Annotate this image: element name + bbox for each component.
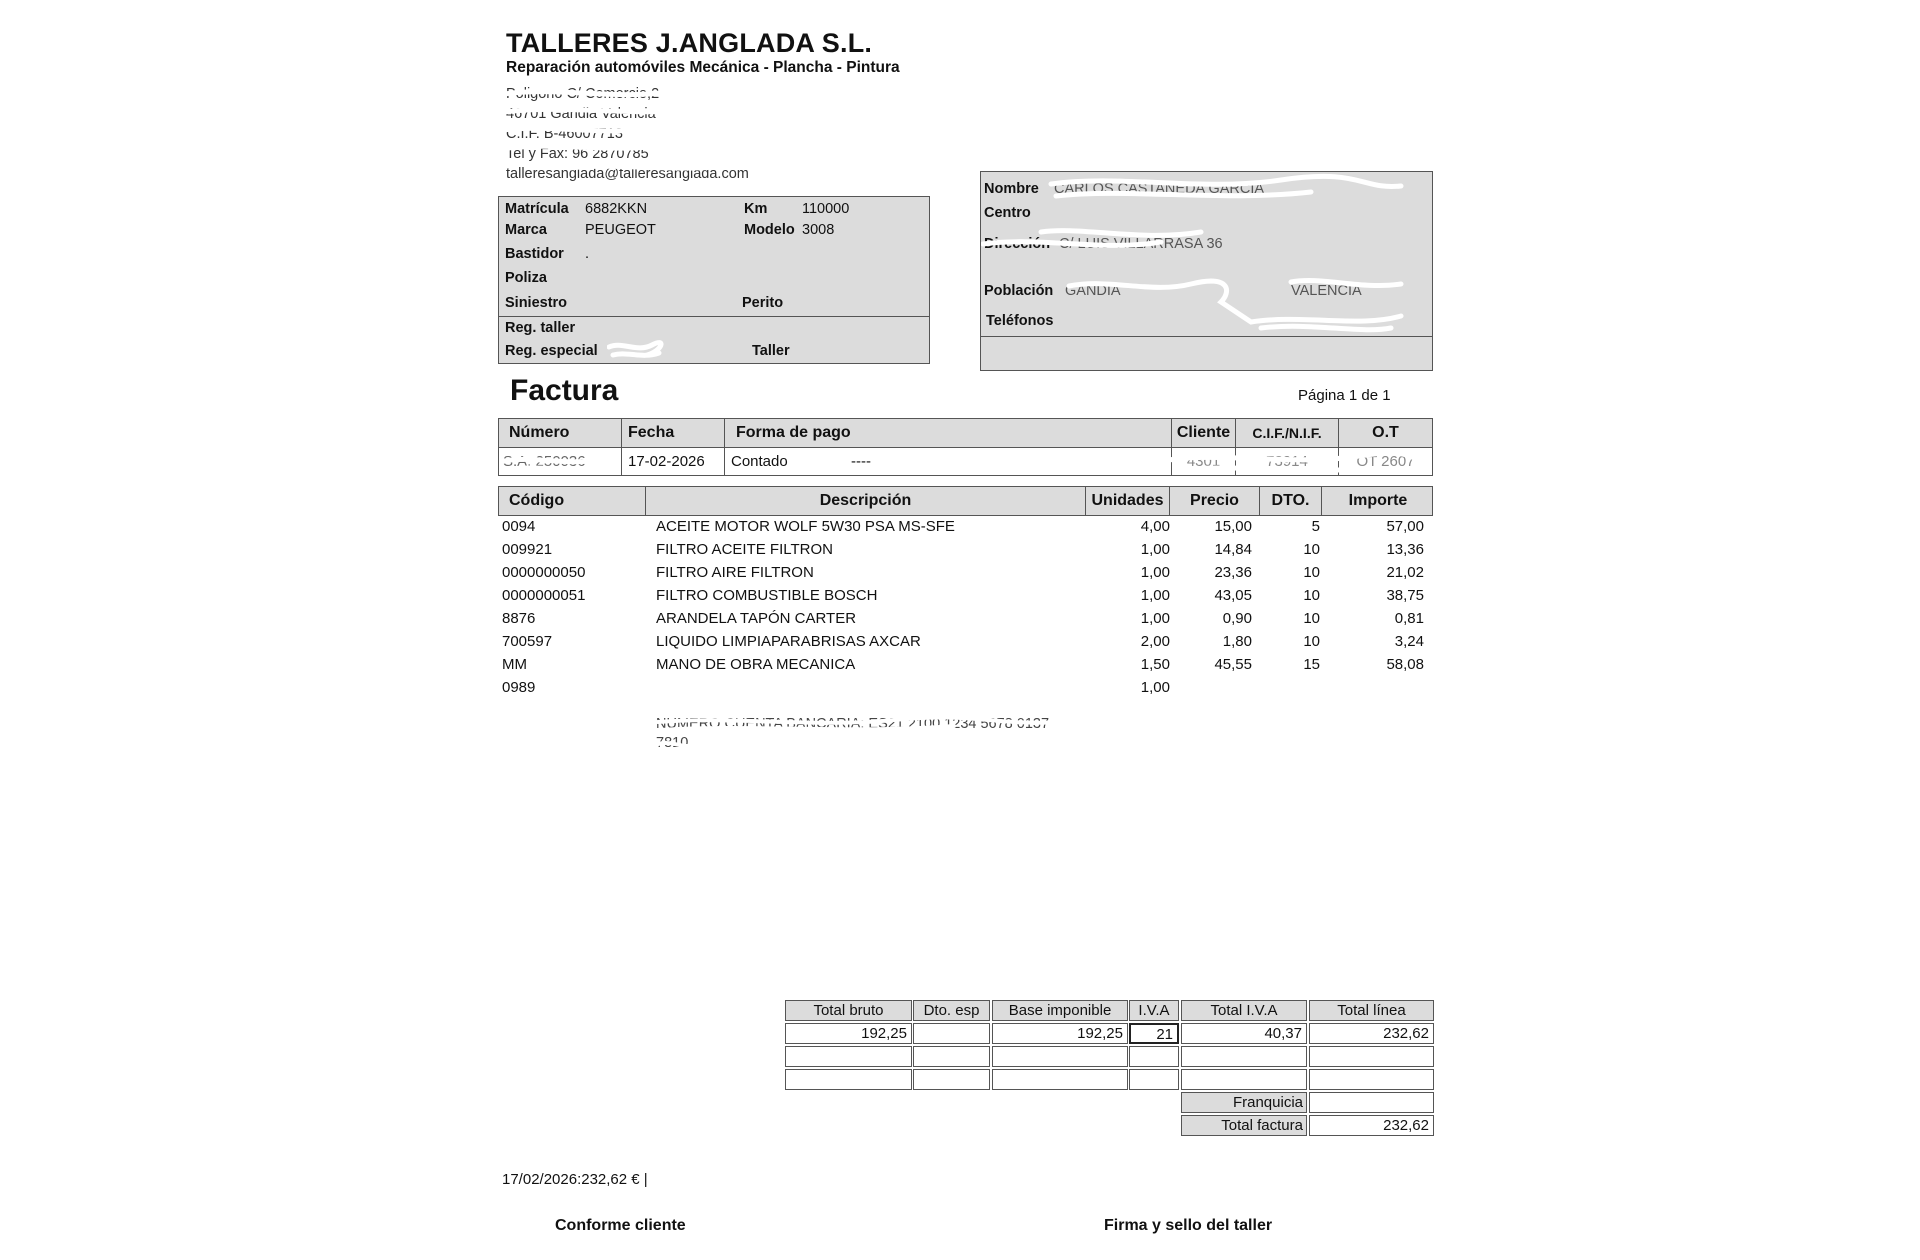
cif-header: C.I.F./N.I.F. [1236,419,1339,447]
divider [981,336,1432,337]
company-cif: C.I.F. B-46007713 [506,126,623,142]
empty-cell [913,1069,990,1090]
importe-header: Importe [1348,492,1408,509]
company-email: talleresanglada@talleresanglada.com [506,166,749,182]
total-linea-header: Total línea [1309,1000,1434,1021]
km-label: Km [744,201,768,217]
company-name: TALLERES J.ANGLADA S.L. [506,28,873,58]
item-codigo: 0000000051 [502,587,586,604]
item-importe: 0,81 [1394,610,1424,627]
total-iva-header: Total I.V.A [1181,1000,1307,1021]
item-unidades: 2,00 [1140,633,1170,650]
empty-cell [1181,1069,1307,1090]
table-row [0,541,1920,564]
bank-note-line1: NUMERO CUENTA BANCARIA: ES21 2100 1234 5678 0137 [656,716,1050,732]
item-unidades: 1,00 [1140,610,1170,627]
empty-cell [785,1069,912,1090]
company-address-line2: 46701 Gandia Valencia [506,106,656,122]
total-linea-value: 232,62 [1309,1023,1434,1044]
precio-header: Precio [1170,487,1260,515]
item-importe: 57,00 [1386,518,1424,535]
dto-esp-header: Dto. esp [913,1000,990,1021]
item-dto: 15 [1303,656,1320,673]
total-bruto-header: Total bruto [785,1000,912,1021]
ot-value: OT 2607 [1356,453,1415,470]
table-row [0,564,1920,587]
item-dto: 10 [1303,541,1320,558]
item-unidades: 1,00 [1140,564,1170,581]
item-codigo: 8876 [502,610,536,627]
fecha-value: 17-02-2026 [622,448,725,476]
item-importe: 3,24 [1394,633,1424,650]
conforme-cliente-label: Conforme cliente [555,1217,686,1234]
nombre-label: Nombre [984,181,1039,197]
item-descripcion: FILTRO COMBUSTIBLE BOSCH [656,587,878,604]
item-codigo: 0000000050 [502,564,586,581]
reg-especial-label: Reg. especial [505,343,598,359]
item-unidades: 1,50 [1140,656,1170,673]
item-dto: 10 [1303,587,1320,604]
unidades-header: Unidades [1086,487,1170,515]
total-bruto-value: 192,25 [785,1023,912,1044]
siniestro-label: Siniestro [505,295,568,311]
empty-cell [785,1046,912,1067]
telefonos-label: Teléfonos [986,313,1054,329]
ot-header: O.T [1339,419,1432,447]
item-unidades: 4,00 [1140,518,1170,535]
poliza-label: Poliza [505,270,547,286]
table-row [0,610,1920,633]
numero-header: Número [499,419,622,447]
company-address-line1: Poligono C/ Comercio,2 [506,86,660,102]
items-header [498,486,1433,516]
centro-label: Centro [984,205,1031,221]
table-row [0,633,1920,656]
item-dto: 5 [1311,518,1320,535]
divider [499,316,929,317]
matricula-value: 6882KKN [585,201,648,217]
empty-cell [992,1069,1128,1090]
reg-taller-label: Reg. taller [505,320,576,336]
forma-pago-header: Forma de pago [725,419,1172,447]
numero-value: S.A. 250036 [499,448,622,476]
company-phone: Tel y Fax: 96 2870785 [506,146,649,162]
invoice-header-table [498,418,1433,476]
base-imponible-value: 192,25 [992,1023,1128,1044]
item-dto: 10 [1303,564,1320,581]
dto-esp-value [913,1023,990,1044]
table-row [0,656,1920,679]
franquicia-label: Franquicia [1181,1092,1307,1113]
company-tagline: Reparación automóviles Mecánica - Plancha - Pintura [506,59,900,76]
item-importe: 58,08 [1386,656,1424,673]
km-value: 110000 [802,201,850,217]
item-precio: 43,05 [1214,587,1252,604]
item-unidades: 1,00 [1140,541,1170,558]
item-descripcion: ACEITE MOTOR WOLF 5W30 PSA MS-SFE [656,518,955,535]
poblacion-label: Población [984,283,1054,299]
empty-cell [1129,1069,1179,1090]
direccion-label: Dirección [984,236,1051,252]
item-precio: 0,90 [1222,610,1252,627]
table-row [0,679,1920,702]
codigo-header: Código [499,487,646,515]
item-descripcion: LIQUIDO LIMPIAPARABRISAS AXCAR [656,633,921,650]
base-imponible-header: Base imponible [992,1000,1128,1021]
forma-pago-text: Contado [731,453,788,470]
bastidor-value: . [585,246,590,262]
item-precio: 14,84 [1214,541,1252,558]
item-descripcion: FILTRO ACEITE FILTRON [656,541,833,558]
marca-label: Marca [505,222,547,238]
invoice-title: Factura [510,374,619,407]
item-codigo: 009921 [502,541,553,558]
table-row [0,518,1920,541]
cliente-value: 4301 [1172,448,1236,476]
cif-value: 73914 [1236,448,1339,476]
empty-cell [1181,1046,1307,1067]
provincia-value: VALENCIA [1291,283,1362,299]
item-precio: 1,80 [1222,633,1252,650]
cliente-header: Cliente [1172,419,1236,447]
firma-taller-label: Firma y sello del taller [1104,1217,1273,1234]
bank-note-line2: 7810 [656,735,689,751]
item-dto: 10 [1303,633,1320,650]
direccion-value: C/ LUIS VILLARRASA 36 [1059,236,1223,252]
forma-pago-extra: ---- [851,453,871,470]
item-importe: 13,36 [1386,541,1424,558]
modelo-label: Modelo [744,222,795,238]
empty-cell [1309,1069,1434,1090]
item-unidades: 1,00 [1140,679,1170,696]
forma-pago-value [725,448,1172,476]
total-factura-label: Total factura [1181,1115,1307,1136]
vehicle-info-box [498,196,930,364]
matricula-label: Matrícula [505,201,569,217]
client-info-box [980,171,1433,371]
descripcion-header: Descripción [646,487,1086,515]
item-codigo: MM [502,656,527,673]
marca-value: PEUGEOT [585,222,656,238]
empty-cell [992,1046,1128,1067]
franquicia-value [1309,1092,1434,1113]
perito-label: Perito [742,295,784,311]
iva-header: I.V.A [1129,1000,1179,1021]
item-importe: 38,75 [1386,587,1424,604]
item-descripcion: MANO DE OBRA MECANICA [656,656,856,673]
bastidor-label: Bastidor [505,246,564,262]
fecha-header: Fecha [622,419,725,447]
item-codigo: 0989 [502,679,536,696]
modelo-value: 3008 [802,222,835,238]
total-iva-value: 40,37 [1181,1023,1307,1044]
item-descripcion: ARANDELA TAPÓN CARTER [656,610,857,627]
nombre-value: CARLOS CASTANEDA GARCIA [1054,181,1265,197]
item-codigo: 700597 [502,633,553,650]
item-precio: 45,55 [1214,656,1252,673]
item-codigo: 0094 [502,518,536,535]
item-descripcion: FILTRO AIRE FILTRON [656,564,814,581]
taller-label: Taller [752,343,790,359]
iva-value: 21 [1129,1023,1179,1044]
redaction-scribble [607,339,667,361]
item-precio: 15,00 [1214,518,1252,535]
empty-cell [913,1046,990,1067]
empty-cell [1129,1046,1179,1067]
empty-cell [1309,1046,1434,1067]
payment-line: 17/02/2026:232,62 € | [502,1171,648,1188]
dto-header: DTO. [1260,487,1322,515]
page-info: Página 1 de 1 [1298,387,1391,404]
poblacion-value: GANDIA [1065,283,1121,299]
total-factura-value: 232,62 [1309,1115,1434,1136]
table-row [0,587,1920,610]
item-importe: 21,02 [1386,564,1424,581]
item-precio: 23,36 [1214,564,1252,581]
item-unidades: 1,00 [1140,587,1170,604]
item-dto: 10 [1303,610,1320,627]
